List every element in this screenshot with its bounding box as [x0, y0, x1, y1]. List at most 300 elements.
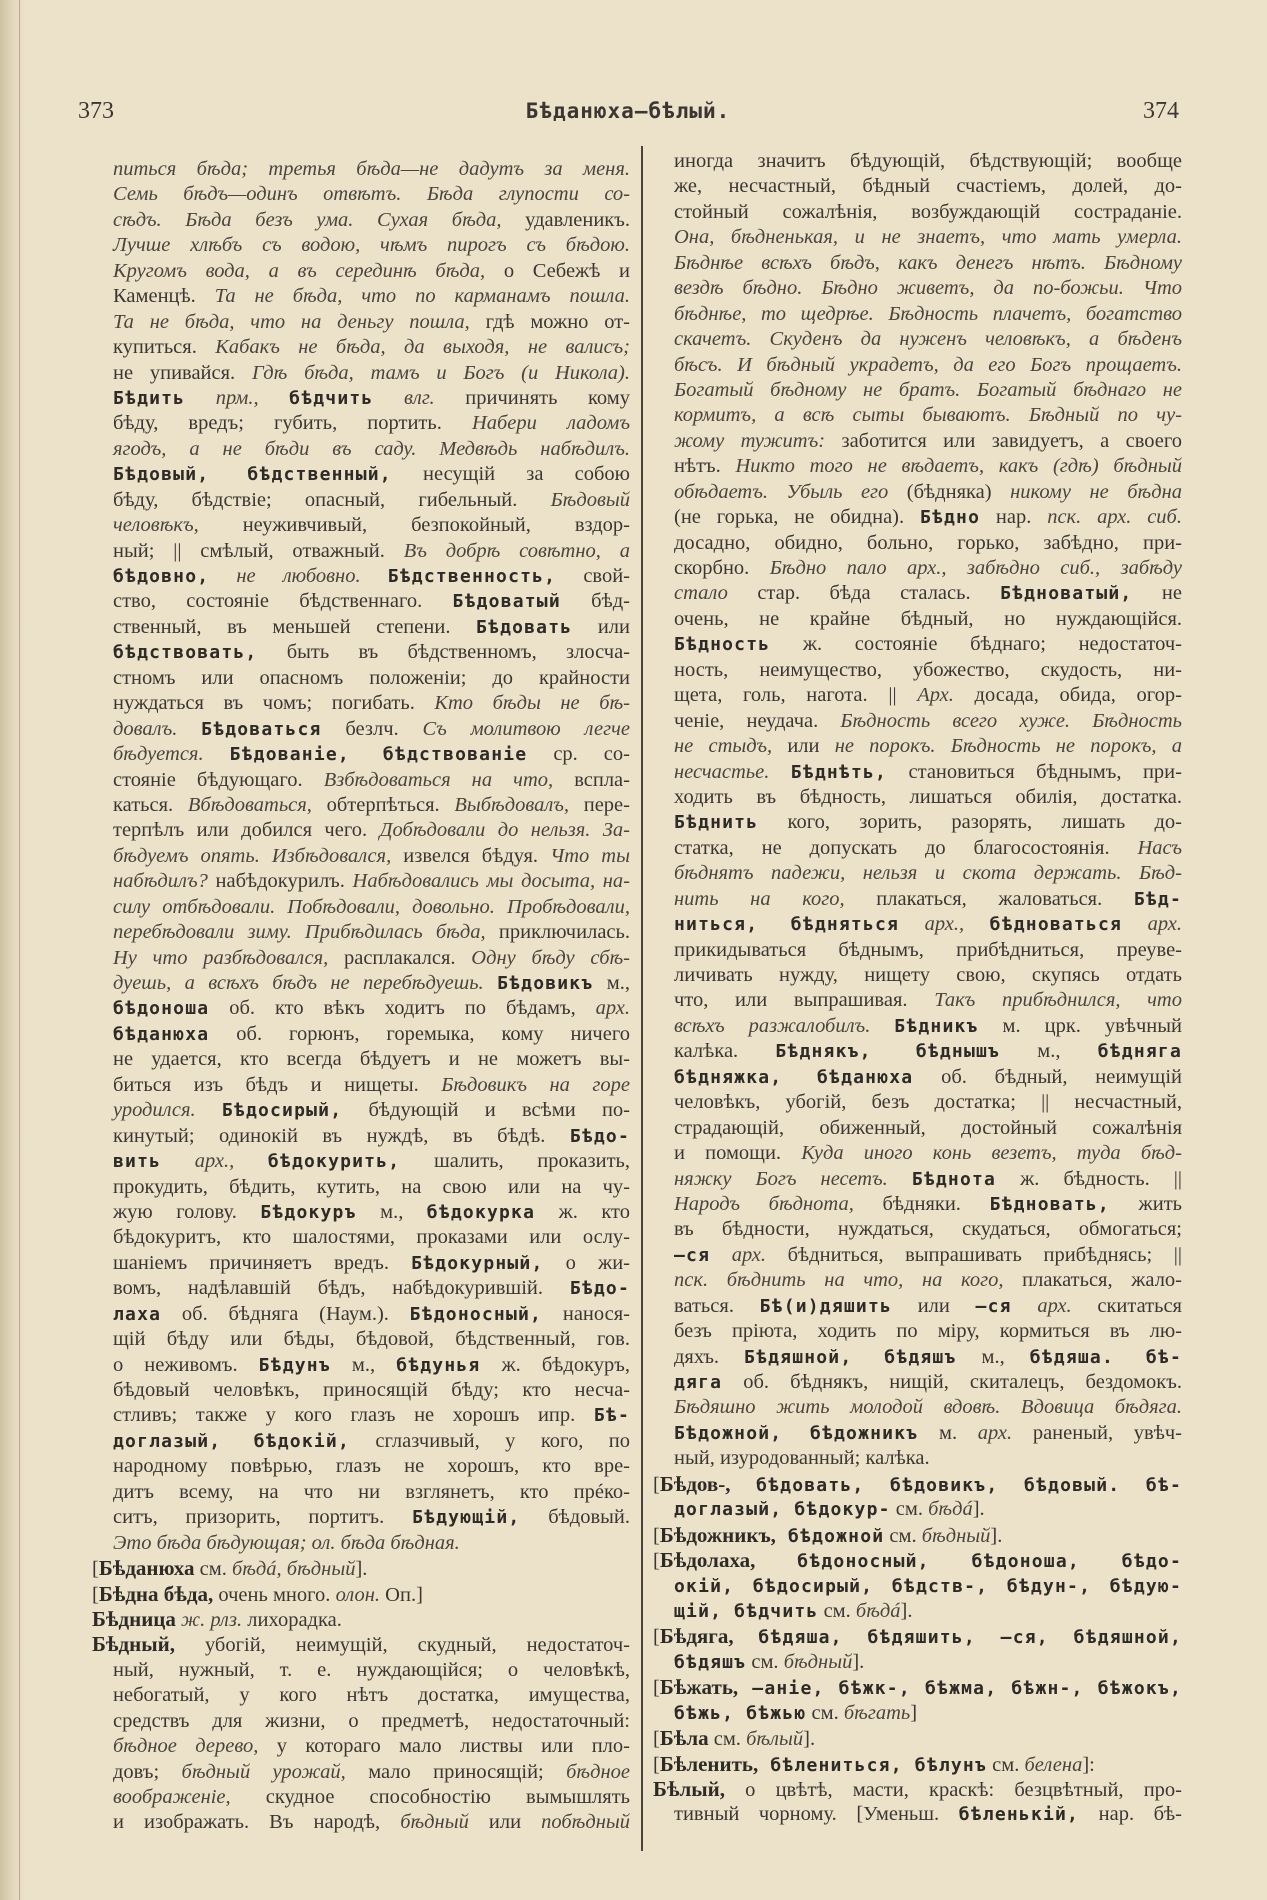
- text-run-regular: дяхъ.: [674, 1345, 745, 1368]
- text-run-regular: Каменцѣ.: [113, 285, 215, 308]
- text-run-regular: см.: [890, 1498, 929, 1521]
- text-run-italic: Набери ладомъ: [471, 412, 630, 435]
- text-run-regular: стояніе бѣдующаго.: [113, 768, 324, 791]
- text-run-italic: перебѣдовали зиму. Прибѣдилась бѣда,: [113, 921, 499, 944]
- text-line: [92, 1582, 630, 1607]
- text-run-italic: Бѣдность всего хуже. Бѣдность: [840, 709, 1183, 732]
- headword-spaced-bold: бѣдовать, бѣдовикъ, бѣдовый. бѣ-: [730, 1474, 1182, 1496]
- headword-bold: Бѣленить,: [659, 1751, 759, 1776]
- page-edge-line: [19, 0, 20, 1900]
- text-run-regular: стар. бѣда сталась.: [757, 582, 1001, 605]
- text-run-italic: стало: [674, 582, 758, 605]
- text-run-italic: пск. бѣднить на что, на кого,: [674, 1269, 1023, 1292]
- text-line: [674, 1217, 1182, 1242]
- headword-spaced-bold: Бѣдосирый,: [221, 1100, 343, 1122]
- text-run-regular: (не горька, не обидна).: [674, 506, 920, 529]
- text-line: [674, 1039, 1182, 1064]
- text-line: [113, 1200, 630, 1225]
- text-run-regular: кинутый; одинокій въ нуждѣ, въ бѣдѣ.: [113, 1124, 570, 1147]
- text-line: [113, 157, 630, 182]
- headword-spaced-bold: Бѣдовый, бѣдственный,: [113, 464, 392, 486]
- text-run-regular: купиться.: [113, 336, 216, 359]
- text-run-regular: средствъ для жизни, о предметѣ, недостаточный:: [113, 1709, 630, 1732]
- column-left: [92, 157, 631, 1836]
- text-run-italic: никому не бѣдна: [1010, 480, 1182, 503]
- text-run-italic: Бѣдовый: [550, 488, 630, 511]
- text-line: [674, 556, 1182, 581]
- text-run-regular: въ бѣдности, нуждаться, скудаться, обмогаться;: [674, 1218, 1182, 1241]
- text-run-regular: неуживчивый, безпокойный, вздор-: [242, 514, 631, 537]
- text-run-regular: ]:: [1082, 1753, 1095, 1776]
- text-line: [113, 335, 630, 360]
- text-line: [674, 1090, 1182, 1115]
- text-run-regular: ченіе, неудача.: [674, 709, 841, 732]
- text-run-italic: всѣхъ разжалобилъ.: [674, 1014, 895, 1037]
- text-run-regular: см.: [746, 1650, 784, 1673]
- text-run-regular: же, несчастный, бѣдный счастіемъ, долей, до-: [674, 175, 1182, 198]
- text-line: [674, 480, 1182, 505]
- text-run-italic: Лучше хлѣбъ съ водою, чѣмъ пирогъ съ бѣдою.: [113, 234, 630, 257]
- text-line: [674, 174, 1182, 199]
- text-run-regular: [: [653, 1753, 660, 1776]
- text-run-regular: ср. со-: [527, 743, 630, 766]
- text-line: [113, 640, 630, 665]
- text-run-regular: об. горюнъ, горемыка, кому ничего: [209, 1022, 630, 1045]
- text-run-italic: бѣдá: [855, 1599, 901, 1622]
- text-line: [674, 378, 1182, 403]
- text-line: [674, 1345, 1182, 1370]
- text-run-italic: бѣднятъ падежи, нельзя и скота держать. Бѣд-: [674, 862, 1182, 885]
- text-line: [113, 1073, 630, 1098]
- text-run-regular: ж. бѣдность. ||: [996, 1167, 1182, 1190]
- text-run-regular: сглазчивый, у кого, по: [349, 1429, 630, 1452]
- text-line: [653, 1624, 1182, 1649]
- text-line: [113, 1454, 630, 1479]
- text-line: [674, 1446, 1182, 1471]
- text-run-regular: лихорадка.: [247, 1608, 342, 1631]
- text-run-italic: Кругомъ вода, а въ серединѣ бѣда,: [113, 259, 504, 282]
- text-line: [674, 963, 1182, 988]
- text-line: [674, 1268, 1182, 1293]
- text-run-regular: нѣтъ.: [674, 455, 736, 478]
- text-run-regular: ситъ, призорить, портитъ.: [113, 1506, 413, 1529]
- text-run-italic: Бѣдовикъ на горе: [441, 1073, 630, 1096]
- headword-spaced-bold: дяга: [674, 1372, 723, 1393]
- text-run-regular: бѣду, вредъ; губить, портить.: [113, 412, 472, 435]
- text-line: [674, 836, 1182, 861]
- headword-spaced-bold: —аніе, бѣжк-, бѣжма, бѣжн-, бѣжокъ,: [738, 1678, 1182, 1700]
- text-run-regular: заботится или завидуетъ, а своего: [841, 429, 1182, 452]
- text-run-italic: жому тужитъ:: [674, 429, 842, 452]
- text-run-regular: статка, не допускать до благосостоянія.: [674, 836, 1138, 859]
- text-run-regular: м. црк. увѣчный: [978, 1014, 1182, 1037]
- text-run-regular: м.,: [593, 972, 630, 994]
- text-run-regular: бѣдующій и всѣми по-: [342, 1099, 630, 1122]
- text-line: [674, 1370, 1182, 1395]
- text-run-italic: Никто того не вѣдаетъ, какъ (гдѣ) бѣдный: [735, 455, 1182, 478]
- headword-spaced-bold: бѣданюха: [113, 1023, 210, 1045]
- text-line: [674, 1167, 1182, 1192]
- text-run-regular: досада, обида, огор-: [974, 684, 1182, 707]
- text-line: [653, 1523, 1182, 1548]
- text-run-regular: шаніемъ причиняетъ вредъ.: [113, 1251, 412, 1274]
- text-line: [113, 488, 630, 513]
- text-line: [113, 361, 630, 386]
- text-run-regular: причинять кому: [465, 386, 630, 409]
- text-line: [674, 861, 1182, 886]
- text-line: [113, 1429, 630, 1454]
- text-run-regular: не упивайся.: [113, 361, 252, 384]
- text-run-italic: бѣдное: [566, 1760, 630, 1783]
- text-line: [113, 895, 630, 920]
- text-run-italic: пск. арх. сиб.: [1047, 506, 1182, 529]
- headword-bold: Бѣлый,: [653, 1777, 726, 1801]
- text-run-regular: ]: [910, 1701, 918, 1724]
- text-run-regular: или: [892, 1294, 976, 1317]
- text-line: [92, 1556, 630, 1581]
- text-run-italic: Это бѣда бѣдующая; ол. бѣда бѣдная.: [113, 1531, 460, 1554]
- text-run-regular: безлч.: [321, 717, 423, 740]
- headword-spaced-bold: бѣдняга: [1097, 1041, 1182, 1063]
- text-run-regular: нанося-: [542, 1302, 631, 1325]
- text-run-regular: вомъ, надѣлавшій бѣдъ, набѣдокурившій.: [113, 1277, 570, 1300]
- text-run-regular: и изображать. Въ народѣ,: [113, 1811, 401, 1834]
- text-line: [653, 1548, 1182, 1573]
- text-run-regular: прокудить, бѣдить, кутить, на свою или на чу-: [113, 1175, 630, 1198]
- text-run-regular: пере-: [583, 793, 630, 816]
- text-run-italic: арх.,: [161, 1150, 268, 1173]
- text-run-italic: Та не бѣда, что по карманамъ пошла.: [214, 285, 630, 308]
- headword-spaced-bold: Бѣдяшной, бѣдяшъ: [744, 1346, 957, 1368]
- text-line: [113, 946, 630, 971]
- text-run-italic: Та не бѣда, что на деньгу пошла,: [113, 310, 486, 333]
- text-line: [113, 1327, 630, 1352]
- headword-spaced-bold: Бѣдо-: [569, 1125, 630, 1147]
- text-run-italic: не порокъ. Бѣдность не порокъ, а: [834, 735, 1182, 758]
- headword-spaced-bold: Бѣднить: [674, 812, 759, 834]
- text-line: [113, 1124, 630, 1149]
- text-run-regular: см.: [194, 1558, 232, 1581]
- text-run-regular: бѣду, бѣдствіе; опасный, гибельный.: [113, 488, 551, 511]
- text-run-regular: см.: [818, 1599, 856, 1622]
- headword-spaced-bold: бѣдняжка, бѣданюха: [674, 1066, 914, 1088]
- headword-spaced-bold: Бѣдновать,: [989, 1193, 1110, 1215]
- headword-bold: Бѣданюха: [98, 1556, 195, 1581]
- headword-spaced-bold: Бѣдовикъ: [497, 973, 594, 994]
- text-run-regular: тивный чорному. [Уменьш.: [674, 1803, 959, 1826]
- text-run-regular: ходить въ бѣдность, лишаться обилія, достатка.: [674, 785, 1182, 808]
- text-run-italic: арх.: [1122, 913, 1182, 936]
- text-run-italic: Народъ бѣднота,: [674, 1192, 883, 1215]
- text-line: [113, 844, 630, 869]
- text-run-italic: Семь бѣдъ—одинъ отвѣтъ. Бѣда глупости со-: [113, 183, 630, 206]
- text-run-regular: [: [92, 1583, 99, 1606]
- text-run-italic: скачетъ. Скуденъ да нуженъ человѣкъ, а бѣденъ: [674, 328, 1182, 351]
- text-run-regular: см.: [708, 1728, 747, 1751]
- text-run-italic: бѣдá, бѣдный: [231, 1558, 356, 1581]
- text-run-regular: ж. бѣдокуръ,: [480, 1353, 630, 1376]
- text-line: [674, 1802, 1182, 1827]
- text-run-regular: об. бѣдный, неимущій: [913, 1065, 1182, 1088]
- text-line: [113, 1276, 630, 1301]
- headword-spaced-bold: бѣлениться, бѣлунъ: [758, 1754, 987, 1776]
- text-run-regular: извелся бѣдуя.: [403, 844, 551, 867]
- headword-spaced-bold: Бѣдокуръ: [260, 1201, 357, 1223]
- headword-spaced-bold: Бѣдность: [674, 634, 771, 656]
- text-run-regular: м.,: [356, 1200, 427, 1223]
- headword-spaced-bold: Бѣдованіе, бѣдствованіе: [229, 744, 528, 766]
- text-line: [113, 1480, 630, 1505]
- headword-spaced-bold: бѣдокурить,: [267, 1151, 401, 1173]
- text-line: [674, 1141, 1182, 1166]
- text-line: [674, 607, 1182, 632]
- text-line: [113, 1302, 630, 1327]
- text-run-regular: щій бѣду или бѣды, бѣдовой, бѣдственный, гов.: [113, 1328, 630, 1351]
- text-run-italic: ж. рлз.: [175, 1608, 248, 1631]
- text-run-regular: ].: [900, 1599, 913, 1622]
- text-run-regular: ].: [803, 1728, 816, 1751]
- text-run-italic: арх.: [1011, 1294, 1098, 1317]
- text-line: [113, 1505, 630, 1530]
- text-line: [674, 225, 1182, 250]
- text-run-regular: стливъ; также у кого глазъ не хорошъ ипр.: [113, 1404, 594, 1427]
- text-run-regular: вспла-: [574, 768, 630, 791]
- headword-spaced-bold: бѣдовно,: [113, 566, 210, 587]
- text-line: [674, 531, 1182, 556]
- text-line: [113, 920, 630, 945]
- text-run-regular: обтерпѣться.: [326, 793, 455, 816]
- text-run-regular: м.,: [330, 1353, 397, 1376]
- text-run-regular: нар. бѣ-: [1079, 1803, 1182, 1826]
- headword-spaced-bold: Бѣдноватый,: [1000, 583, 1133, 605]
- text-run-regular: ].: [972, 1498, 985, 1521]
- text-line: [674, 302, 1182, 327]
- text-line: [674, 938, 1182, 963]
- text-run-italic: Она, бѣдненькая, и не знаетъ, что мать умерла.: [674, 226, 1182, 249]
- text-run-italic: дуешь, а всѣхъ бѣдъ не перебѣдуешь.: [113, 972, 498, 994]
- text-line: [113, 513, 630, 538]
- text-run-regular: [: [653, 1524, 660, 1547]
- text-run-regular: ж. состояніе бѣднаго; недостаточ-: [770, 633, 1182, 656]
- text-line: [674, 403, 1182, 428]
- text-run-regular: или: [468, 1811, 542, 1834]
- text-line: [113, 1785, 630, 1810]
- running-head-title: Бѣданюха—бѣлый.: [525, 99, 731, 123]
- text-line: [653, 1726, 1182, 1751]
- page-number-left: 373: [78, 98, 114, 124]
- text-line: [674, 988, 1182, 1013]
- text-run-italic: арх.: [710, 1243, 788, 1266]
- text-line: [653, 1472, 1182, 1497]
- text-run-regular: свой-: [556, 565, 631, 587]
- text-run-italic: бѣдное дерево,: [113, 1735, 277, 1758]
- text-run-italic: Ну что разбѣдовался,: [113, 946, 344, 969]
- text-run-regular: нуждаться въ чомъ; погибать.: [113, 692, 435, 715]
- text-run-italic: арх.,: [899, 913, 990, 936]
- headword-spaced-bold: —ся: [674, 1244, 711, 1266]
- text-run-regular: скитаться: [1097, 1294, 1182, 1317]
- headword-spaced-bold: Бѣд-: [1133, 888, 1182, 910]
- text-line: [674, 912, 1182, 937]
- headword-spaced-bold: бѣдствовать,: [113, 642, 258, 664]
- text-run-italic: Насъ: [1137, 836, 1182, 859]
- text-run-regular: [: [92, 1558, 99, 1581]
- text-run-italic: несчастье.: [674, 760, 791, 783]
- column-divider: [641, 146, 643, 1851]
- text-run-regular: очень, не крайне бѣдный, но нуждающійся.: [674, 607, 1182, 630]
- text-run-italic: Гдѣ бѣда, тамъ и Богъ (и Никола).: [251, 361, 630, 384]
- text-line: [674, 1395, 1182, 1420]
- text-run-italic: белена: [1024, 1753, 1083, 1776]
- headword-bold: Бѣдница: [92, 1606, 176, 1631]
- text-line: [113, 1175, 630, 1200]
- headword-spaced-bold: Бѣднѣть,: [790, 761, 888, 783]
- text-run-regular: жую голову.: [113, 1200, 261, 1223]
- text-run-regular: щета, голь, нагота. ||: [674, 684, 918, 707]
- text-line: [674, 429, 1182, 454]
- text-run-italic: Кабакъ не бѣда, да выходя, не валисъ;: [215, 336, 630, 359]
- text-run-regular: прикидываться бѣднымъ, прибѣдниться, преуве-: [674, 938, 1182, 961]
- headword-spaced-bold: Бѣдокурный,: [411, 1252, 544, 1274]
- text-line: [674, 1599, 1182, 1624]
- text-run-italic: сѣдъ. Бѣда безъ ума. Сухая бѣда,: [113, 208, 526, 231]
- text-run-italic: бѣдуется.: [113, 743, 230, 766]
- text-line: [674, 1294, 1182, 1319]
- text-run-regular: Оп.]: [380, 1583, 423, 1606]
- text-line: [113, 284, 630, 309]
- text-run-regular: человѣкъ, убогій, безъ достатка; || несчастный,: [674, 1091, 1182, 1114]
- text-run-regular: или: [787, 735, 835, 758]
- text-run-regular: безъ пріюта, ходить по міру, кормиться въ лю-: [674, 1320, 1182, 1343]
- text-run-regular: досадно, обидно, больно, горько, забѣдно, при-: [674, 531, 1182, 554]
- text-run-regular: удавленикъ.: [525, 208, 630, 231]
- text-line: [113, 615, 630, 640]
- headword-bold: Бѣжать,: [659, 1675, 739, 1700]
- text-line: [113, 1047, 630, 1072]
- text-run-regular: набѣдокурилъ.: [215, 870, 353, 893]
- headword-spaced-bold: Бѣдоваться: [201, 718, 322, 740]
- text-line: [113, 589, 630, 614]
- text-line: [674, 810, 1182, 835]
- text-run-regular: жить: [1109, 1192, 1183, 1215]
- text-line: [674, 1574, 1182, 1599]
- text-line: [113, 793, 630, 818]
- text-run-italic: Взбѣдоваться на что,: [323, 768, 575, 791]
- text-line: [113, 818, 630, 843]
- text-run-regular: шалить, проказить,: [400, 1150, 630, 1173]
- text-line: [113, 1353, 630, 1378]
- headword-spaced-bold: Бѣдожной, бѣдожникъ: [674, 1422, 919, 1444]
- text-run-regular: скудное способностію вымышлять: [265, 1786, 631, 1808]
- text-line: [674, 353, 1182, 378]
- text-run-italic: нить на кого,: [674, 887, 877, 910]
- text-run-italic: бѣдный: [400, 1811, 469, 1834]
- text-run-regular: ственный, въ меньшей степени.: [113, 615, 476, 638]
- text-line: [674, 505, 1182, 530]
- text-run-regular: расплакался.: [343, 946, 472, 969]
- text-run-regular: каться.: [113, 793, 188, 816]
- text-run-italic: воображеніе,: [113, 1786, 266, 1808]
- text-run-regular: об. кто вѣкъ ходитъ по бѣдамъ,: [209, 997, 596, 1020]
- text-run-regular: бѣдовый.: [520, 1506, 631, 1529]
- text-run-regular: что, или выпрашивая.: [674, 989, 935, 1012]
- text-run-italic: арх.: [595, 997, 630, 1020]
- text-run-regular: бѣдниться, выпрашивать прибѣднясь; ||: [787, 1243, 1182, 1266]
- text-line: [113, 1734, 630, 1759]
- text-run-regular: [: [653, 1550, 660, 1573]
- text-line: [113, 208, 630, 233]
- headword-spaced-bold: бѣдоноша: [113, 998, 210, 1020]
- text-line: [674, 454, 1182, 479]
- text-line: [113, 1810, 630, 1835]
- text-run-regular: [: [653, 1728, 660, 1751]
- headword-spaced-bold: Бѣдственность,: [387, 566, 557, 587]
- headword-spaced-bold: вить: [113, 1151, 162, 1173]
- text-run-regular: бѣдокуритъ, кто шалостями, проказами или ослу-: [113, 1226, 630, 1249]
- text-line: [113, 386, 630, 411]
- text-run-regular: ].: [990, 1524, 1003, 1547]
- text-run-italic: бѣлый: [746, 1728, 804, 1751]
- text-run-regular: об. бѣднякъ, нищій, скиталецъ, бездомокъ.: [722, 1371, 1182, 1393]
- text-line: [113, 437, 630, 462]
- text-line: [674, 200, 1182, 225]
- headword-spaced-bold: бѣдяша, бѣдяшить, —ся, бѣдяшной,: [733, 1627, 1182, 1649]
- text-line: [113, 742, 630, 767]
- text-line: [113, 869, 630, 894]
- text-line: [674, 1192, 1182, 1217]
- headword-bold: Бѣдяга,: [659, 1624, 734, 1649]
- text-line: [674, 709, 1182, 734]
- text-run-regular: ность, неимущество, убожество, скудость, ни-: [674, 658, 1182, 681]
- headword-spaced-bold: бѣдокурка: [426, 1201, 536, 1223]
- text-line: [113, 1760, 630, 1785]
- text-run-italic: Бѣдно пало арх., забѣдно сиб., забѣду: [769, 557, 1183, 579]
- text-line: [674, 785, 1182, 810]
- text-run-regular: плакаться, жало-: [1022, 1269, 1183, 1292]
- text-run-regular: ный, изуродованный; калѣка.: [674, 1447, 930, 1470]
- headword-spaced-bold: бѣленькій,: [958, 1804, 1080, 1826]
- text-run-italic: ягодъ, а не бѣди въ саду. Медвѣдь набѣдилъ.: [113, 437, 630, 460]
- text-run-regular: [: [653, 1473, 660, 1496]
- text-line: [113, 971, 630, 996]
- text-run-regular: дитъ всему, на что ни взглянетъ, кто прéко-: [113, 1480, 630, 1503]
- text-run-italic: бѣдный урожай,: [181, 1760, 369, 1783]
- text-run-regular: страдающій, обиженный, достойный сожалѣнія: [674, 1116, 1182, 1139]
- headword-spaced-bold: бѣдчить: [289, 387, 374, 409]
- text-run-regular: не удается, кто всегда бѣдуетъ и не можетъ вы-: [113, 1048, 630, 1071]
- text-run-italic: не стыдъ,: [674, 735, 788, 758]
- text-run-regular: о Себежѣ и: [503, 259, 630, 282]
- text-line: [674, 1650, 1182, 1675]
- text-line: [674, 149, 1182, 174]
- text-line: [113, 1378, 630, 1403]
- text-run-regular: биться изъ бѣдъ и нищеты.: [113, 1073, 442, 1096]
- text-run-regular: [: [653, 1677, 660, 1700]
- text-line: [653, 1752, 1182, 1777]
- text-run-italic: вездѣ бѣдно. Бѣдно живетъ, да по-божьи. Что: [674, 277, 1182, 300]
- text-run-regular: м.,: [956, 1345, 1030, 1368]
- headword-spaced-bold: окій, бѣдосирый, бѣдств-, бѣдун-, бѣдую-: [674, 1575, 1182, 1597]
- text-run-italic: бѣдуемъ опять. Избѣдовался,: [113, 844, 404, 867]
- headword-spaced-bold: доглазый, бѣдокій,: [113, 1430, 350, 1452]
- headword-spaced-bold: Бѣ(и)дяшить: [759, 1295, 893, 1317]
- page-edge-shadow: [0, 0, 26, 1900]
- text-line: [674, 276, 1182, 301]
- text-run-regular: о неживомъ.: [113, 1353, 259, 1376]
- text-line: [113, 717, 630, 742]
- text-run-italic: влг.: [373, 386, 466, 409]
- text-run-italic: обѣдаетъ. Убыль его: [674, 480, 907, 503]
